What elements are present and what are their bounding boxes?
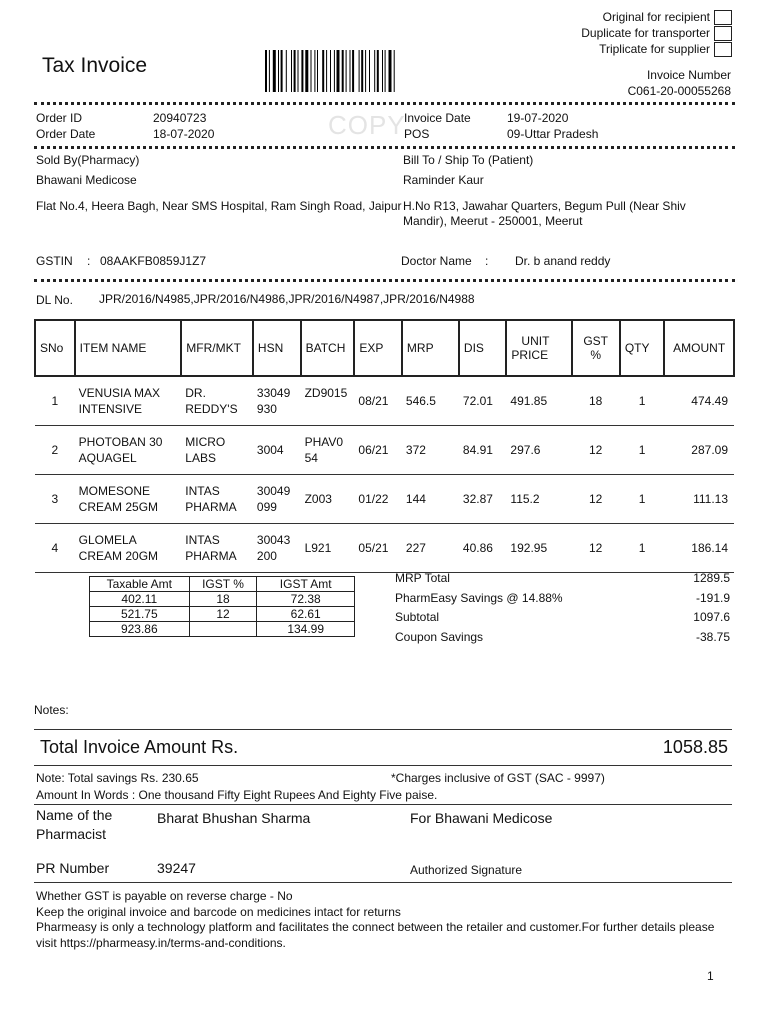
savings-label: PharmEasy Savings @ 14.88% (395, 591, 563, 605)
item-name-line1: VENUSIA MAX (78, 385, 161, 400)
barcode-bar (317, 50, 318, 92)
tax-taxable: 402.11 (90, 592, 190, 607)
col-header-gst (572, 320, 620, 376)
mrp-total-value: 1289.5 (693, 571, 730, 585)
barcode-bar (385, 50, 386, 92)
copy-original-row (603, 9, 732, 25)
mfr-line2: PHARMA (185, 499, 237, 514)
patient-address-line1: H.No R13, Jawahar Quarters, Begum Pull (Near Shiv (403, 199, 686, 213)
authorized-signature: Authorized Signature (410, 863, 523, 877)
tax-igst-pct: 18 (189, 592, 257, 607)
mrp-total-row (395, 571, 730, 585)
notes-label: Notes: (34, 703, 69, 717)
batch-line1: L921 (304, 540, 332, 555)
cell-exp: 06/21 (354, 425, 402, 474)
subtotal-label: Subtotal (395, 610, 440, 624)
barcode-bar (330, 50, 331, 92)
unit-price-header-line1: UNIT (521, 334, 550, 348)
cell-mfr (181, 474, 253, 523)
item-name-line2: CREAM 20GM (78, 548, 159, 563)
tax-header-igst-pct: IGST % (189, 577, 257, 592)
cell-hsn (253, 376, 301, 425)
tax-igst-pct: 12 (189, 607, 257, 622)
footer-reverse-charge: Whether GST is payable on reverse charge - No (36, 889, 293, 903)
patient-name: Raminder Kaur (403, 173, 484, 187)
cell-exp: 05/21 (354, 523, 402, 572)
seller-name: Bhawani Medicose (36, 173, 137, 187)
cell-mfr (181, 376, 253, 425)
pharmacist-name: Bharat Bhushan Sharma (157, 810, 311, 826)
cell-qty: 1 (620, 376, 664, 425)
barcode-bar (334, 50, 335, 92)
invoice-number-label: Invoice Number (646, 68, 731, 82)
barcode-bar (281, 50, 283, 92)
item-name-line1: PHOTOBAN 30 (78, 434, 163, 449)
barcode-bar (314, 50, 315, 92)
cell-mrp: 372 (402, 425, 459, 474)
tax-row (90, 592, 355, 607)
pos-value: 09-Uttar Pradesh (507, 127, 599, 141)
cell-qty: 1 (620, 425, 664, 474)
tax-igst-amt: 134.99 (257, 622, 355, 637)
mfr-line2: LABS (185, 450, 216, 465)
coupon-label: Coupon Savings (395, 630, 484, 644)
cell-dis: 40.86 (459, 523, 507, 572)
page-number: 1 (707, 969, 714, 983)
cell-item (75, 425, 182, 474)
hsn-line1: 30049 (256, 483, 291, 498)
cell-mrp: 546.5 (402, 376, 459, 425)
tax-header-igst-amt: IGST Amt (257, 577, 355, 592)
table-row (35, 425, 734, 474)
table-header-row (35, 320, 734, 376)
tax-igst-amt: 62.61 (257, 607, 355, 622)
cell-exp: 01/22 (354, 474, 402, 523)
footer-terms-link[interactable]: visit https://pharmeasy.in/terms-and-conditions. (36, 936, 286, 950)
col-header-hsn: HSN (253, 320, 301, 376)
doctor-name: Dr. b anand reddy (515, 254, 611, 268)
cell-sno: 1 (35, 376, 75, 425)
cell-hsn (253, 523, 301, 572)
hsn-line1: 30043 (256, 532, 291, 547)
tax-row (90, 607, 355, 622)
barcode-bar (365, 50, 366, 92)
gstin-separator: : (87, 254, 91, 268)
mrp-total-label: MRP Total (395, 571, 450, 585)
total-invoice-label: Total Invoice Amount Rs. (40, 737, 239, 757)
barcode-bar (374, 50, 375, 92)
hsn-line1: 3004 (256, 442, 284, 457)
invoice-date-value: 19-07-2020 (507, 111, 569, 125)
cell-batch (301, 523, 355, 572)
table-row (35, 376, 734, 425)
cell-sno: 4 (35, 523, 75, 572)
gstin-value: 08AAKFB0859J1Z7 (100, 254, 207, 268)
divider (34, 882, 732, 883)
coupon-value: -38.75 (695, 630, 730, 644)
tax-header-row (90, 577, 355, 592)
divider (34, 765, 732, 766)
table-row (35, 474, 734, 523)
cell-exp: 08/21 (354, 376, 402, 425)
cell-unit-price: 491.85 (506, 376, 571, 425)
col-header-dis: DIS (459, 320, 507, 376)
cell-dis: 72.01 (459, 376, 507, 425)
gst-header-line1: GST (583, 334, 609, 348)
cell-mfr (181, 425, 253, 474)
gstin-label: GSTIN (36, 254, 73, 268)
sold-by-label: Sold By(Pharmacy) (36, 153, 140, 167)
item-name-line1: MOMESONE (78, 483, 151, 498)
pos-label: POS (404, 127, 430, 141)
cell-gst: 12 (572, 523, 620, 572)
cell-dis: 32.87 (459, 474, 507, 523)
barcode-bar (311, 50, 312, 92)
order-id-label: Order ID (36, 111, 83, 125)
for-pharmacy: For Bhawani Medicose (410, 810, 553, 826)
col-header-exp: EXP (354, 320, 402, 376)
pr-number-value: 39247 (157, 860, 196, 876)
barcode-bar (269, 50, 270, 92)
col-header-mfr: MFR/MKT (181, 320, 253, 376)
barcode-bar (322, 50, 324, 92)
col-header-batch: BATCH (301, 320, 355, 376)
cell-hsn (253, 425, 301, 474)
cell-hsn (253, 474, 301, 523)
footer-returns-note: Keep the original invoice and barcode on medicines intact for returns (36, 905, 401, 919)
barcode-bar (337, 50, 340, 92)
col-header-item: ITEM NAME (75, 320, 182, 376)
barcode-bar (382, 50, 383, 92)
pharmacist-label-line2: Pharmacist (36, 826, 107, 842)
item-name-line2: AQUAGEL (78, 450, 137, 465)
cell-batch (301, 376, 355, 425)
col-header-sno: SNo (35, 320, 75, 376)
col-header-unit-price (506, 320, 571, 376)
page-title: Tax Invoice (42, 54, 148, 77)
barcode-bar (389, 50, 392, 92)
copy-duplicate-row (581, 25, 732, 41)
item-name-line2: CREAM 25GM (78, 499, 159, 514)
tax-row (90, 622, 355, 637)
copy-triplicate-checkbox[interactable] (714, 42, 732, 57)
invoice-number-value: C061-20-00055268 (627, 84, 731, 98)
copy-watermark: COPY (328, 110, 406, 140)
total-invoice-value: 1058.85 (662, 737, 728, 757)
cell-sno: 2 (35, 425, 75, 474)
mfr-line1: INTAS (185, 483, 220, 498)
copy-triplicate-row (599, 41, 732, 57)
bill-to-label: Bill To / Ship To (Patient) (403, 153, 534, 167)
barcode-bar (350, 50, 351, 92)
barcode-bar (359, 50, 360, 92)
hsn-line2: 930 (256, 401, 277, 416)
order-date-label: Order Date (36, 127, 96, 141)
barcode-bar (273, 50, 276, 92)
cell-batch (301, 474, 355, 523)
cell-sno: 3 (35, 474, 75, 523)
coupon-row (395, 630, 730, 644)
tax-summary-table (89, 576, 355, 637)
cell-gst: 12 (572, 425, 620, 474)
divider (34, 729, 732, 730)
copy-original-label: Original for recipient (602, 10, 710, 24)
copy-duplicate-label: Duplicate for transporter (581, 26, 710, 40)
tax-igst-amt: 72.38 (257, 592, 355, 607)
hsn-line2: 200 (256, 548, 277, 563)
tax-taxable: 923.86 (90, 622, 190, 637)
copy-duplicate-checkbox[interactable] (714, 26, 732, 41)
savings-row (395, 591, 730, 605)
hsn-line2: 099 (256, 499, 277, 514)
cell-dis: 84.91 (459, 425, 507, 474)
batch-line1: Z003 (304, 491, 332, 506)
divider (34, 804, 732, 805)
barcode-bar (352, 50, 354, 92)
order-id-value: 20940723 (153, 111, 207, 125)
tax-header-taxable: Taxable Amt (90, 577, 190, 592)
cell-gst: 18 (572, 376, 620, 425)
cell-item (75, 376, 182, 425)
charges-note: *Charges inclusive of GST (SAC - 9997) (391, 771, 605, 785)
unit-price-header-line2: PRICE (511, 348, 549, 362)
cell-item (75, 474, 182, 523)
divider (34, 102, 735, 105)
batch-line1: PHAV0 (304, 434, 344, 449)
items-table (34, 319, 735, 573)
subtotal-row (395, 610, 730, 624)
dl-value: JPR/2016/N4985,JPR/2016/N4986,JPR/2016/N4987,JPR/2016/N4988 (99, 292, 475, 306)
batch-line1: ZD9015 (304, 386, 348, 400)
mfr-line1: INTAS (185, 532, 220, 547)
invoice-date-label: Invoice Date (404, 111, 471, 125)
barcode-bar (278, 50, 279, 92)
col-header-qty: QTY (620, 320, 664, 376)
copy-original-checkbox[interactable] (714, 10, 732, 25)
divider (34, 146, 735, 149)
doctor-label: Doctor Name (401, 254, 472, 268)
total-savings-note: Note: Total savings Rs. 230.65 (36, 771, 199, 785)
cell-gst: 12 (572, 474, 620, 523)
item-name-line2: INTENSIVE (78, 401, 143, 416)
mfr-line2: PHARMA (185, 548, 237, 563)
barcode-bar (394, 50, 395, 92)
cell-qty: 1 (620, 474, 664, 523)
cell-amount: 287.09 (664, 425, 734, 474)
cell-mfr (181, 523, 253, 572)
cell-mrp: 144 (402, 474, 459, 523)
cell-amount: 186.14 (664, 523, 734, 572)
patient-address-line2: Mandir), Meerut - 250001, Meerut (403, 214, 583, 228)
gst-header-line2: % (590, 348, 602, 362)
barcode-bar (342, 50, 344, 92)
barcode-bar (305, 50, 308, 92)
cell-unit-price: 115.2 (506, 474, 571, 523)
pharmacist-label-line1: Name of the (36, 807, 113, 823)
seller-address: Flat No.4, Heera Bagh, Near SMS Hospital, Ram Singh Road, Jaipur (36, 199, 402, 213)
barcode-bar (294, 50, 296, 92)
copy-triplicate-label: Triplicate for supplier (599, 42, 710, 56)
pr-number-label: PR Number (36, 860, 110, 876)
tax-taxable: 521.75 (90, 607, 190, 622)
col-header-mrp: MRP (402, 320, 459, 376)
barcode-bar (286, 50, 287, 92)
hsn-line1: 33049 (256, 385, 291, 400)
barcode-bar (377, 50, 379, 92)
cell-batch (301, 425, 355, 474)
amount-in-words: Amount In Words : One thousand Fifty Eight Rupees And Eighty Five paise. (36, 788, 438, 802)
barcode-icon (265, 50, 439, 92)
cell-amount: 474.49 (664, 376, 734, 425)
subtotal-value: 1097.6 (693, 610, 730, 624)
order-date-value: 18-07-2020 (153, 127, 215, 141)
savings-value: -191.9 (695, 591, 730, 605)
col-header-amount: AMOUNT (664, 320, 734, 376)
batch-line2: 54 (304, 450, 318, 465)
barcode-bar (298, 50, 299, 92)
footer-disclaimer: Pharmeasy is only a technology platform and facilitates the connect between the retailer and customer.For further details please (36, 920, 715, 934)
barcode-bar (301, 50, 303, 92)
cell-amount: 111.13 (664, 474, 734, 523)
table-row (35, 523, 734, 572)
cell-mrp: 227 (402, 523, 459, 572)
cell-item (75, 523, 182, 572)
cell-unit-price: 192.95 (506, 523, 571, 572)
barcode-bar (291, 50, 292, 92)
barcode-bar (326, 50, 327, 92)
barcode-bar (361, 50, 363, 92)
item-name-line1: GLOMELA (78, 532, 137, 547)
barcode-bar (369, 50, 370, 92)
dl-label: DL No. (36, 293, 73, 307)
divider (34, 279, 735, 282)
mfr-line1: MICRO (185, 434, 226, 449)
barcode-bar (265, 50, 267, 92)
cell-qty: 1 (620, 523, 664, 572)
mfr-line1: DR. (185, 385, 206, 400)
tax-igst-pct (189, 622, 257, 637)
doctor-separator: : (485, 254, 489, 268)
cell-unit-price: 297.6 (506, 425, 571, 474)
barcode-bar (346, 50, 347, 92)
mfr-line2: REDDY'S (185, 401, 238, 416)
